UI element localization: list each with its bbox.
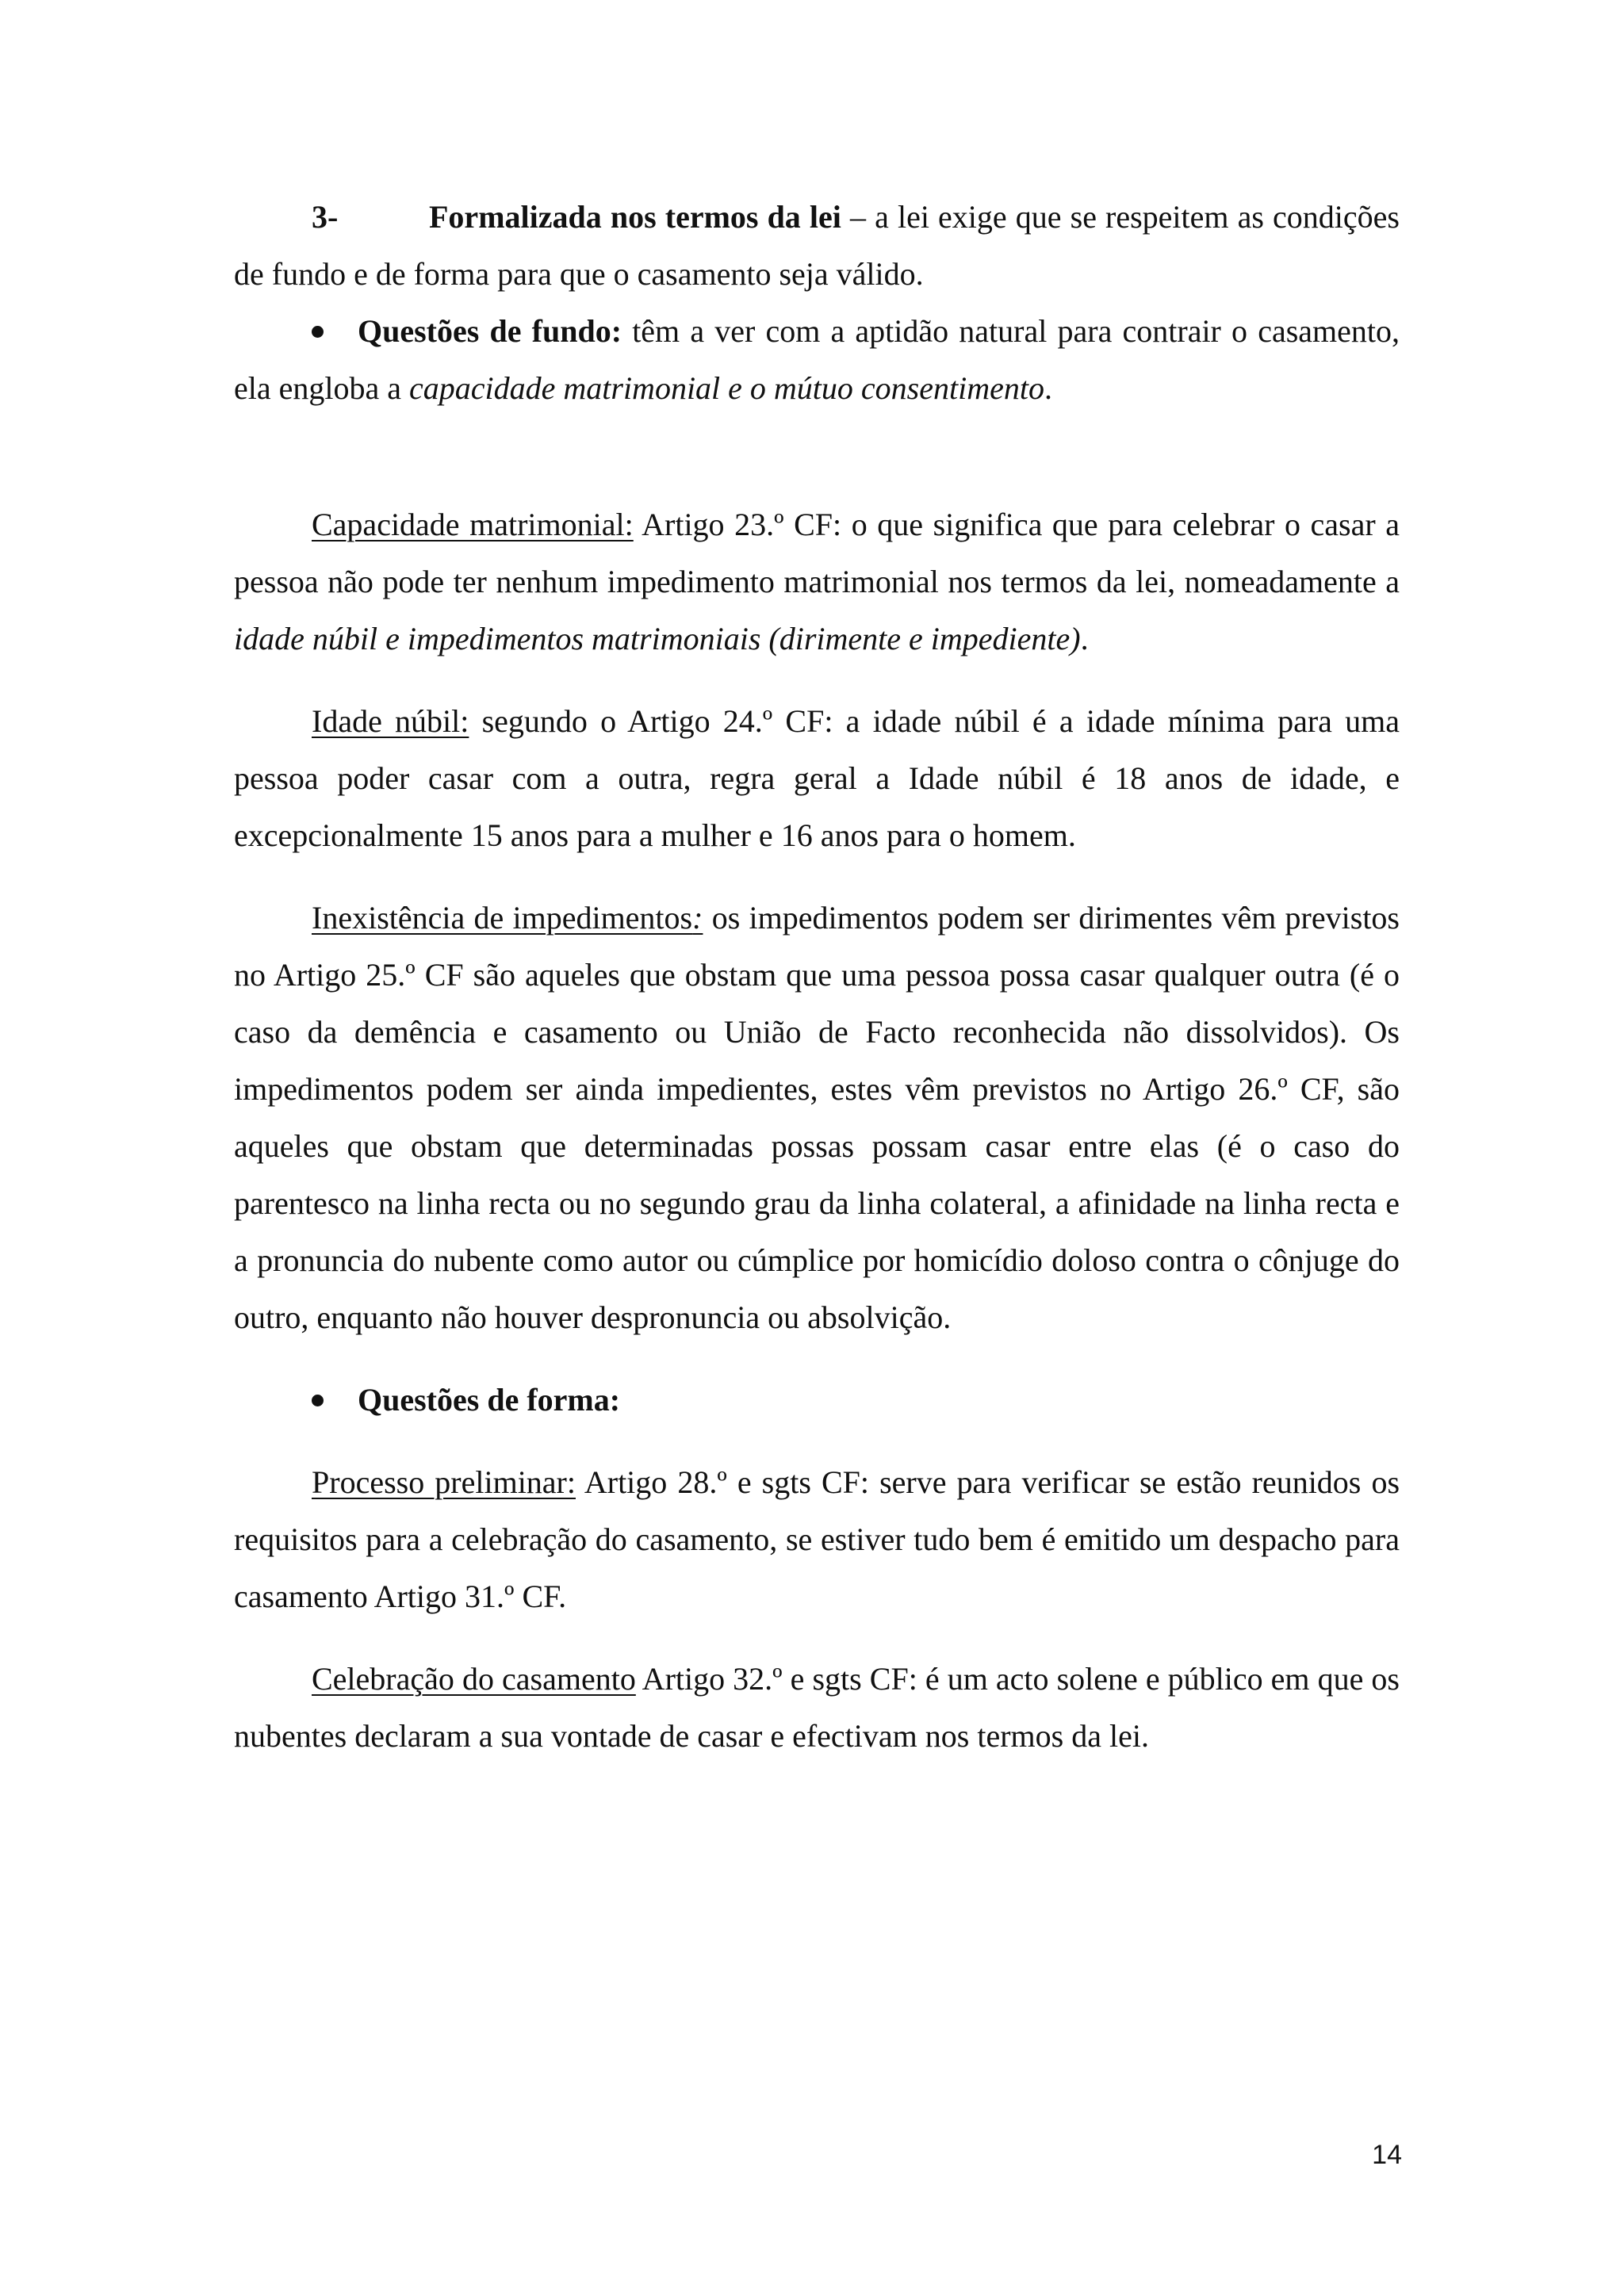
page-number: 14 [1372,2140,1402,2170]
document-body [234,189,1400,1765]
paragraph-questoes-fundo [234,303,1400,417]
section-number: 3- [312,199,339,235]
processo-label: Processo preliminar: [312,1464,576,1500]
processo-text: Artigo 28.º e sgts CF: serve para verificar se estão reunidos os requisitos para a celebração do casamento, se estiver tudo bem é emitido um despacho para casamento Artigo 31.º CF. [234,1464,1400,1614]
fundo-italic: capacidade matrimonial e o mútuo consentimento [409,370,1044,406]
inexistencia-label: Inexistência de impedimentos [312,900,693,936]
section-heading: Formalizada nos termos da lei [429,199,841,235]
paragraph-capacidade [234,496,1400,668]
celebracao-text: Artigo 32.º e sgts CF: é um acto solene e público em que os nubentes declaram a sua vontade de casar e efectivam nos termos da lei. [234,1661,1400,1754]
inexistencia-text: os impedimentos podem ser dirimentes vêm previstos no Artigo 25.º CF são aqueles que obstam que uma pessoa possa casar qualquer outra (é o caso da demência e casamento ou União de Facto reconhecida não dissolvidos). Os impedimentos podem ser ainda impedientes, estes vêm previstos no Artigo 26.º CF, são aqueles que obstam que determinadas possas possam casar entre elas (é o caso do parentesco na linha recta ou no segundo grau da linha colateral, a afinidade na linha recta e a pronuncia do nubente como autor ou cúmplice por homicídio doloso contra o cônjuge do outro, enquanto não houver despronuncia ou absolvição. [234,900,1400,1335]
paragraph-processo [234,1454,1400,1625]
fundo-period: . [1044,370,1052,406]
fundo-label: Questões de fundo: [358,313,622,349]
capacidade-italic: idade núbil e impedimentos matrimoniais (dirimente e impediente) [234,621,1081,656]
bullet-icon [312,303,358,360]
bullet-icon [312,1372,358,1429]
paragraph-idade-nubil [234,693,1400,864]
forma-label: Questões de forma: [358,1382,621,1418]
capacidade-text: Artigo 23.º CF: o que significa que para celebrar o casar a pessoa não pode ter nenhum impedimento matrimonial nos termos da lei, nomeadamente a [234,507,1400,599]
section-text: – a lei exige que se respeitem as condições de fundo e de forma para que o casamento seja válido. [234,199,1400,292]
capacidade-period: . [1080,621,1089,656]
inexistencia-colon: : [692,900,703,936]
paragraph-celebracao [234,1651,1400,1765]
idade-text: segundo o Artigo 24.º CF: a idade núbil é a idade mínima para uma pessoa poder casar com a outra, regra geral a Idade núbil é 18 anos de idade, e excepcionalmente 15 anos para a mulher e 16 anos para o homem. [234,703,1400,853]
capacidade-label: Capacidade matrimonial: [312,507,634,542]
paragraph-formalizada [234,189,1400,303]
paragraph-questoes-forma [234,1372,1400,1429]
fundo-text: têm a ver com a aptidão natural para contrair o casamento, ela engloba a [234,313,1400,406]
idade-label: Idade núbil: [312,703,469,739]
celebracao-label: Celebração do casamento [312,1661,636,1697]
paragraph-inexistencia [234,890,1400,1346]
